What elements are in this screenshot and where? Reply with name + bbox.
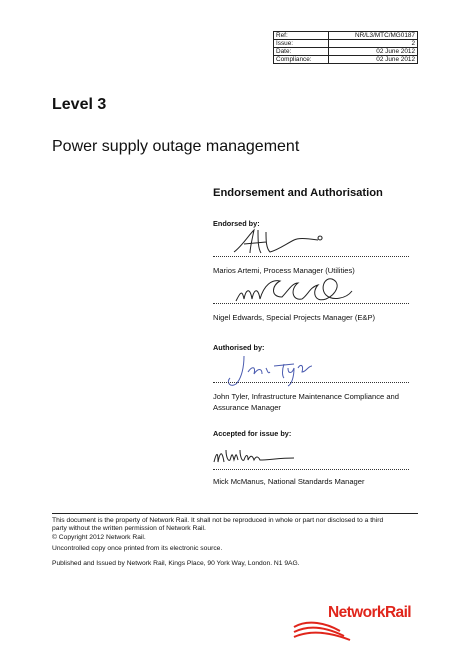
footer-publisher: Published and Issued by Network Rail, Kings Place, 90 York Way, London. N1 9AG. — [52, 560, 300, 567]
document-title: Power supply outage management — [52, 138, 300, 155]
meta-value: 02 June 2012 — [329, 48, 418, 56]
authoriser-name — [213, 392, 418, 413]
signature-line — [213, 303, 409, 304]
signature-nigel-edwards — [232, 271, 362, 311]
authorised-by-label: Authorised by: — [213, 343, 265, 352]
signature-mick-mcmanus — [210, 444, 320, 468]
meta-value: NR/L3/MTC/MG0187 — [329, 32, 418, 40]
meta-value: 2 — [329, 40, 418, 48]
endorser-name-1: Marios Artemi, Process Manager (Utilities) — [213, 266, 355, 275]
meta-label: Ref: — [274, 32, 329, 40]
document-metadata-table — [273, 31, 418, 64]
accepted-for-issue-label: Accepted for issue by: — [213, 429, 292, 438]
meta-label: Issue: — [274, 40, 329, 48]
signature-line — [213, 469, 409, 470]
authoriser-line-2: Assurance Manager — [213, 402, 281, 412]
document-level: Level 3 — [52, 96, 107, 113]
meta-label: Compliance: — [274, 56, 329, 64]
meta-label: Date: — [274, 48, 329, 56]
footer-divider — [52, 513, 418, 514]
footer-line: party without the written permission of Network Rail. — [52, 525, 206, 533]
network-rail-logo-text: NetworkRail — [328, 604, 411, 621]
footer-line: This document is the property of Network Rail. It shall not be reproduced in whole or part nor disclosed to a third — [52, 517, 384, 524]
meta-row-ref — [274, 32, 418, 40]
signature-line — [213, 256, 409, 257]
meta-value: 02 June 2012 — [329, 56, 418, 64]
signature-marios-artemi — [228, 226, 338, 258]
acceptor-name: Mick McManus, National Standards Manager — [213, 477, 365, 486]
endorsed-by-label: Endorsed by: — [213, 219, 260, 228]
meta-row-compliance — [274, 56, 418, 64]
authoriser-line-1: John Tyler, Infrastructure Maintenance Compliance and — [213, 392, 400, 401]
endorsement-heading: Endorsement and Authorisation — [213, 187, 383, 199]
footer-uncontrolled-copy: Uncontrolled copy once printed from its electronic source. — [52, 545, 223, 552]
footer-copyright-block — [52, 517, 422, 542]
footer-line: © Copyright 2012 Network Rail. — [52, 533, 146, 541]
signature-line — [213, 382, 409, 383]
signature-john-tyler — [222, 352, 332, 392]
meta-row-date — [274, 48, 418, 56]
meta-row-issue — [274, 40, 418, 48]
endorser-name-2: Nigel Edwards, Special Projects Manager (E&P) — [213, 313, 376, 322]
